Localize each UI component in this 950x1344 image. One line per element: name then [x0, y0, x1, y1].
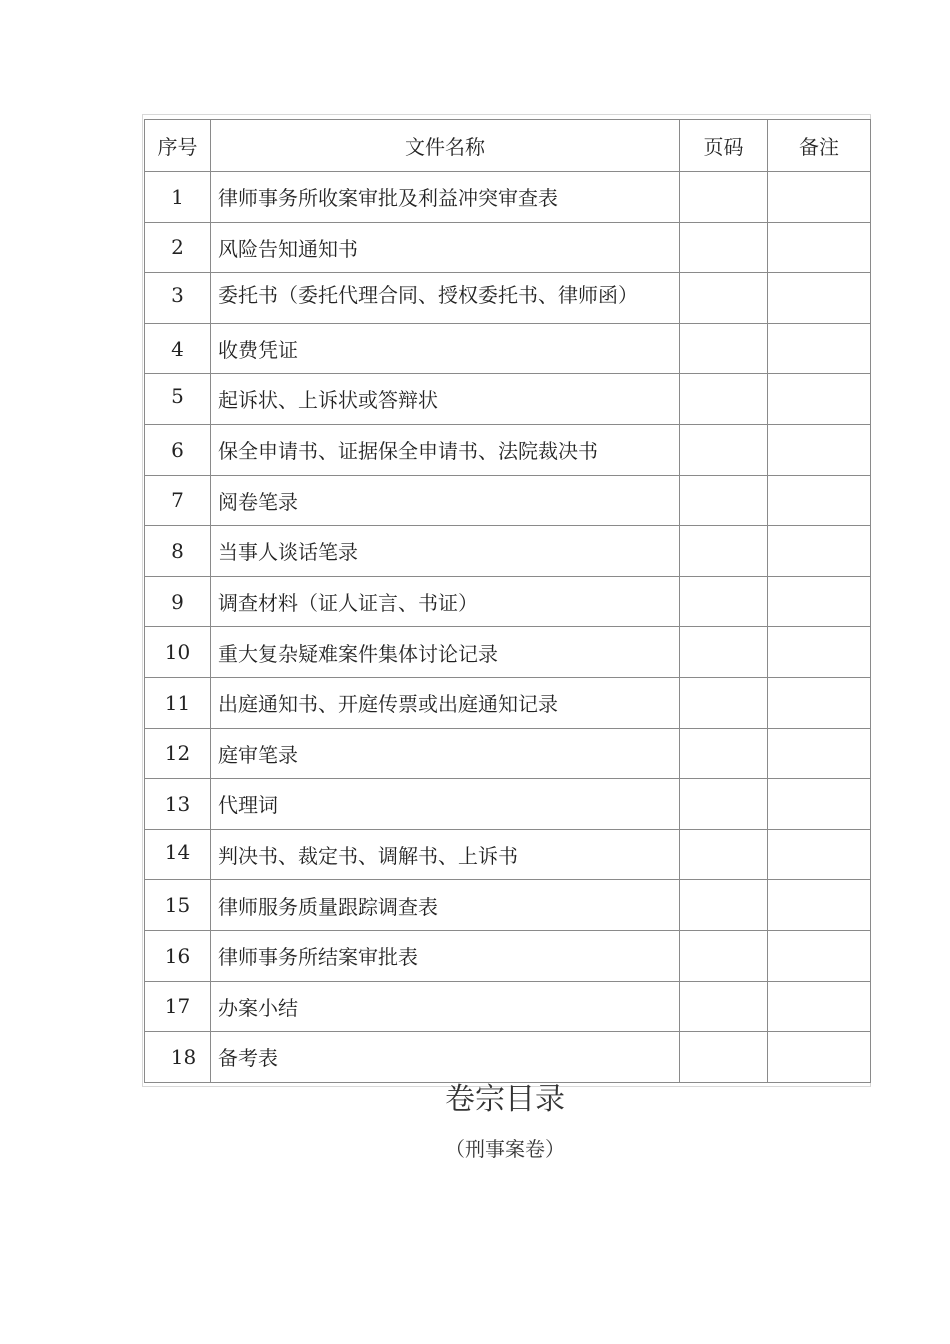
row-index: 3	[145, 273, 211, 324]
row-index: 16	[145, 930, 211, 981]
table-row	[145, 526, 871, 577]
row-file-name: 保全申请书、证据保全申请书、法院裁决书	[211, 424, 680, 475]
row-index: 6	[145, 424, 211, 475]
row-remarks	[768, 829, 871, 880]
header-page-number: 页码	[680, 120, 768, 172]
row-index: 8	[145, 526, 211, 577]
table-row	[145, 829, 871, 880]
row-file-name: 庭审笔录	[211, 728, 680, 779]
row-index: 7	[145, 475, 211, 526]
row-page-number	[680, 475, 768, 526]
row-remarks	[768, 526, 871, 577]
row-page-number	[680, 172, 768, 223]
row-page-number	[680, 728, 768, 779]
row-file-name: 判决书、裁定书、调解书、上诉书	[211, 829, 680, 880]
header-remarks: 备注	[768, 120, 871, 172]
row-remarks	[768, 222, 871, 273]
row-page-number	[680, 424, 768, 475]
table-row	[145, 880, 871, 931]
row-file-name: 代理词	[211, 779, 680, 830]
row-index: 12	[145, 728, 211, 779]
row-file-name: 出庭通知书、开庭传票或出庭通知记录	[211, 677, 680, 728]
row-file-name-cell	[211, 273, 680, 324]
table-row	[145, 222, 871, 273]
row-index: 15	[145, 880, 211, 931]
row-page-number	[680, 273, 768, 324]
row-index: 18	[145, 1032, 211, 1083]
row-remarks	[768, 627, 871, 678]
row-page-number	[680, 374, 768, 425]
table-row	[145, 981, 871, 1032]
document-title: 卷宗目录	[445, 1082, 565, 1117]
row-page-number	[680, 930, 768, 981]
row-remarks	[768, 424, 871, 475]
row-file-name: 风险告知通知书	[211, 222, 680, 273]
row-remarks	[768, 273, 871, 324]
row-file-name: 律师服务质量跟踪调查表	[211, 880, 680, 931]
table-row	[145, 323, 871, 374]
row-index: 14	[145, 829, 211, 880]
row-file-name: 办案小结	[211, 981, 680, 1032]
row-file-name: 律师事务所收案审批及利益冲突审查表	[211, 172, 680, 223]
row-file-name: 备考表	[211, 1032, 680, 1083]
row-index: 13	[145, 779, 211, 830]
table-row	[145, 273, 871, 324]
row-remarks	[768, 475, 871, 526]
row-page-number	[680, 880, 768, 931]
row-index: 1	[145, 172, 211, 223]
row-file-name: 委托书（委托代理合同、授权委托书、律师函）	[218, 283, 638, 308]
row-remarks	[768, 880, 871, 931]
row-page-number	[680, 627, 768, 678]
row-file-name: 收费凭证	[211, 323, 680, 374]
row-page-number	[680, 981, 768, 1032]
row-index: 4	[145, 323, 211, 374]
header-index: 序号	[145, 120, 211, 172]
row-remarks	[768, 374, 871, 425]
table-header-row	[145, 120, 871, 172]
table-row	[145, 374, 871, 425]
row-file-name: 调查材料（证人证言、书证）	[211, 576, 680, 627]
row-page-number	[680, 677, 768, 728]
row-page-number	[680, 526, 768, 577]
table-row	[145, 424, 871, 475]
row-remarks	[768, 323, 871, 374]
row-remarks	[768, 930, 871, 981]
row-index: 2	[145, 222, 211, 273]
row-remarks	[768, 677, 871, 728]
row-file-name: 重大复杂疑难案件集体讨论记录	[211, 627, 680, 678]
row-remarks	[768, 779, 871, 830]
header-file-name: 文件名称	[211, 120, 680, 172]
row-file-name: 起诉状、上诉状或答辩状	[211, 374, 680, 425]
row-page-number	[680, 222, 768, 273]
document-subtitle: （刑事案卷）	[445, 1137, 565, 1161]
row-file-name: 律师事务所结案审批表	[211, 930, 680, 981]
row-page-number	[680, 323, 768, 374]
table-row	[145, 728, 871, 779]
row-index: 11	[145, 677, 211, 728]
row-file-name: 阅卷笔录	[211, 475, 680, 526]
row-index: 17	[145, 981, 211, 1032]
row-index: 5	[145, 374, 211, 425]
row-remarks	[768, 728, 871, 779]
file-catalog-table	[144, 119, 871, 1083]
row-index: 10	[145, 627, 211, 678]
table-row	[145, 677, 871, 728]
row-remarks	[768, 576, 871, 627]
table-row	[145, 576, 871, 627]
row-page-number	[680, 829, 768, 880]
table-row	[145, 475, 871, 526]
table-row	[145, 930, 871, 981]
row-remarks	[768, 981, 871, 1032]
row-page-number	[680, 576, 768, 627]
row-remarks	[768, 172, 871, 223]
table-row	[145, 172, 871, 223]
row-file-name: 当事人谈话笔录	[211, 526, 680, 577]
row-page-number	[680, 779, 768, 830]
table-row	[145, 779, 871, 830]
row-index: 9	[145, 576, 211, 627]
table-row	[145, 627, 871, 678]
